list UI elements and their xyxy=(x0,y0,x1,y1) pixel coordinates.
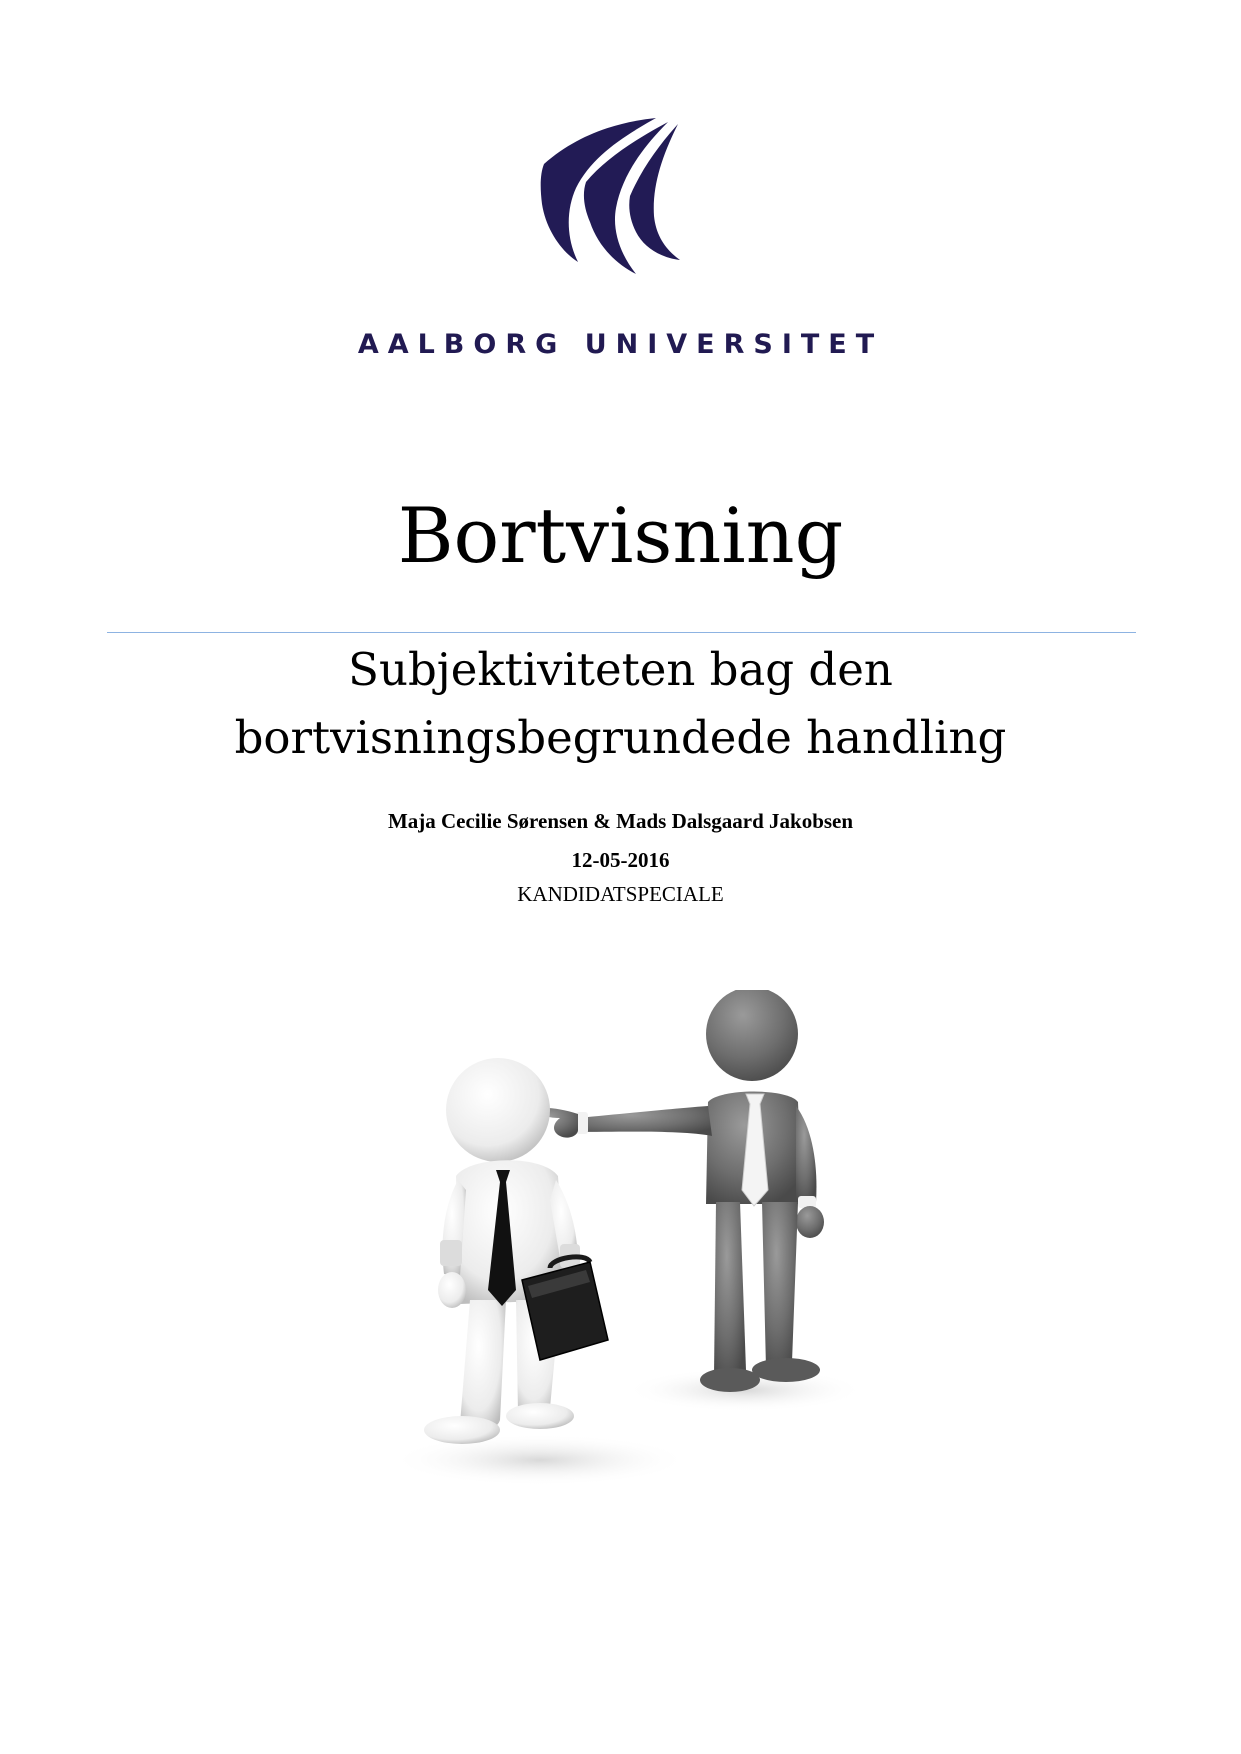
subtitle-line-1: Subjektiviteten bag den xyxy=(348,643,893,696)
document-title: Bortvisning xyxy=(397,491,844,580)
title-divider xyxy=(107,632,1136,633)
date: 12-05-2016 xyxy=(571,848,670,872)
university-name: AALBORG UNIVERSITET xyxy=(357,329,884,360)
subtitle-line-2: bortvisningsbegrundede handling xyxy=(234,711,1007,764)
cover-illustration xyxy=(400,990,880,1490)
document-subtitle xyxy=(0,636,1241,772)
university-logo-icon xyxy=(538,112,698,282)
document-type: KANDIDATSPECIALE xyxy=(517,882,724,906)
authors: Maja Cecilie Sørensen & Mads Dalsgaard Jakobsen xyxy=(387,809,854,833)
